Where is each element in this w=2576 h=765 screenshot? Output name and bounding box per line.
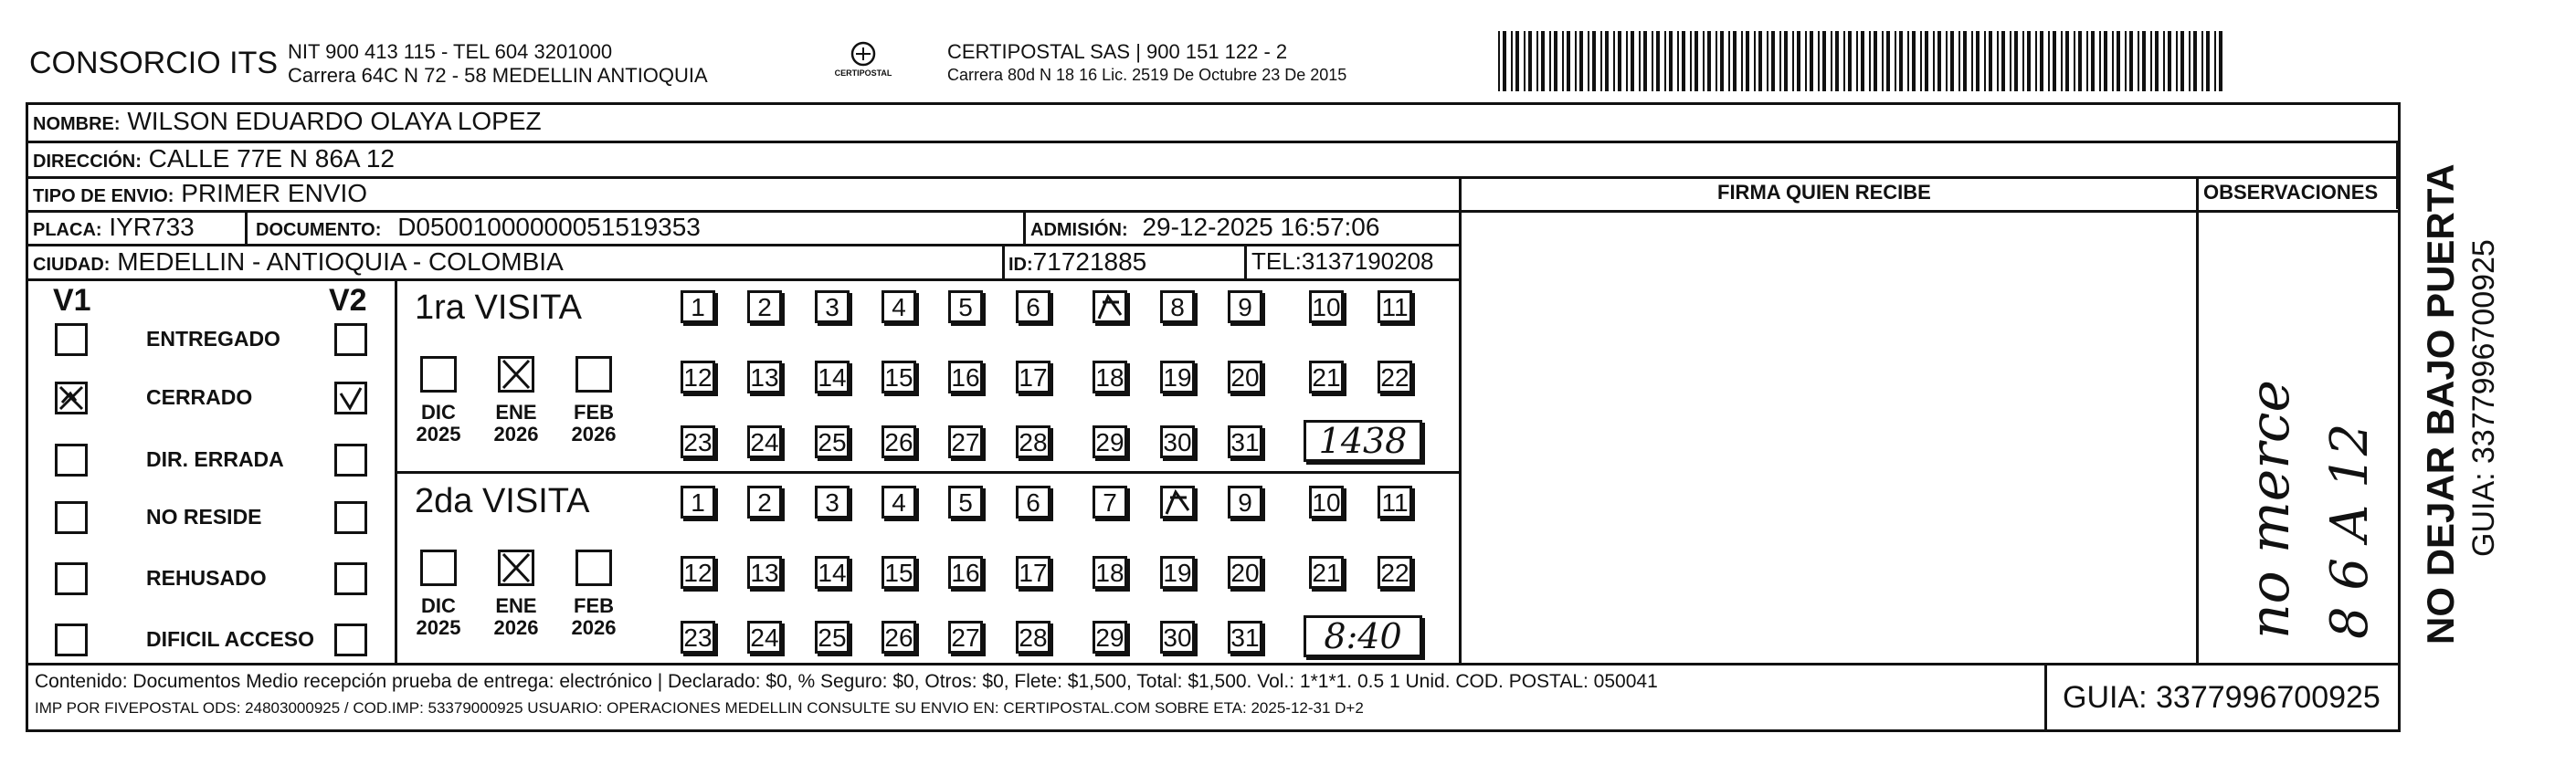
- day-box[interactable]: [1160, 486, 1195, 519]
- barcode-bar: [1822, 31, 1826, 91]
- barcode-bar: [1575, 31, 1577, 91]
- direccion-value: CALLE 77E N 86A 12: [148, 144, 395, 173]
- barcode-bar: [1810, 31, 1813, 91]
- v2-label: V2: [329, 283, 367, 318]
- day-box[interactable]: 11: [1378, 486, 1412, 519]
- barcode-bar: [2022, 31, 2024, 91]
- barcode-bar: [2061, 31, 2063, 91]
- day-box[interactable]: 30: [1160, 425, 1195, 458]
- month-name: ENE: [495, 401, 537, 424]
- barcode-bar: [1856, 31, 1858, 91]
- barcode-bar: [1528, 31, 1532, 91]
- barcode-bar: [2001, 31, 2005, 91]
- barcode-bar: [1652, 31, 1653, 91]
- barcode-bar: [1758, 31, 1762, 91]
- day-box[interactable]: 22: [1378, 556, 1412, 589]
- barcode-bar: [1626, 31, 1628, 91]
- barcode-bar: [1925, 31, 1928, 91]
- day-box[interactable]: 12: [681, 361, 715, 393]
- v1-label: V1: [53, 283, 91, 318]
- barcode-bar: [1861, 31, 1864, 91]
- documento-label: DOCUMENTO:: [256, 220, 382, 240]
- barcode-bar: [1920, 31, 1922, 91]
- month-checkbox[interactable]: [420, 550, 457, 586]
- month-year: 2026: [571, 423, 617, 445]
- barcode-bar: [2193, 31, 2197, 91]
- barcode-bar: [2112, 31, 2114, 91]
- ciudad-row: [33, 247, 564, 277]
- day-box[interactable]: 19: [1160, 361, 1195, 393]
- month-year: 2026: [493, 423, 539, 445]
- barcode-bar: [1716, 31, 1717, 91]
- barcode-bar: [2014, 31, 2018, 91]
- barcode-bar: [1843, 31, 1845, 91]
- barcode-bar: [1728, 31, 1730, 91]
- barcode-bar: [2163, 31, 2165, 91]
- barcode-bar: [1690, 31, 1692, 91]
- barcode-bar: [1669, 31, 1673, 91]
- day-box[interactable]: 2: [747, 486, 782, 519]
- barcode-bar: [2150, 31, 2152, 91]
- day-box[interactable]: 6: [1016, 290, 1050, 323]
- barcode-bar: [1639, 31, 1641, 91]
- placa-row: [33, 213, 195, 242]
- barcode-bar: [1989, 31, 1992, 91]
- barcode-bar: [1592, 31, 1596, 91]
- barcode-bar: [1784, 31, 1788, 91]
- barcode-bar: [2201, 31, 2203, 91]
- barcode-bar: [1733, 31, 1737, 91]
- check-mark-icon: [58, 384, 85, 412]
- barcode-bar: [1976, 31, 1980, 91]
- barcode-bar: [1971, 31, 1973, 91]
- month-label: [411, 595, 466, 639]
- barcode-bar: [1664, 31, 1666, 91]
- nombre-value: WILSON EDUARDO OLAYA LOPEZ: [127, 107, 542, 135]
- tipo-row: [33, 179, 367, 208]
- month-name: FEB: [574, 401, 614, 424]
- v1-checkbox[interactable]: [55, 444, 88, 477]
- month-year: 2026: [493, 616, 539, 639]
- day-box[interactable]: 14: [815, 361, 850, 393]
- courier-address: Carrera 80d N 18 16 Lic. 2519 De Octubre 23 De 2015: [947, 66, 1347, 84]
- day-box[interactable]: 21: [1309, 556, 1344, 589]
- barcode-bar: [1946, 31, 1948, 91]
- barcode-bar: [2086, 31, 2088, 91]
- barcode-bar: [2180, 31, 2184, 91]
- direccion-label: DIRECCIÓN:: [33, 152, 142, 172]
- barcode-bar: [2065, 31, 2069, 91]
- v1-checkbox[interactable]: [55, 323, 88, 356]
- id-row: [1008, 247, 1146, 277]
- day-box[interactable]: 27: [948, 425, 983, 458]
- placa-label: PLACA:: [33, 220, 102, 240]
- barcode-bar: [2035, 31, 2037, 91]
- documento-value: D05001000000051519353: [397, 213, 701, 241]
- id-label: ID:: [1008, 255, 1033, 275]
- month-checkbox[interactable]: [575, 550, 612, 586]
- ciudad-label: CIUDAD:: [33, 255, 111, 275]
- day-box[interactable]: 29: [1093, 425, 1127, 458]
- day-mark-icon: [1095, 293, 1124, 320]
- barcode-bar: [1886, 31, 1890, 91]
- tipo-label: TIPO DE ENVIO:: [33, 186, 174, 206]
- tel-label: TEL:: [1251, 247, 1302, 275]
- day-box[interactable]: 1: [681, 486, 715, 519]
- visit-title: 1ra VISITA: [415, 288, 583, 327]
- month-year: 2026: [571, 616, 617, 639]
- barcode-bar: [1656, 31, 1660, 91]
- day-box[interactable]: [1093, 290, 1127, 323]
- barcode-bar: [1567, 31, 1570, 91]
- month-checkbox[interactable]: [498, 550, 534, 586]
- barcode-bar: [1511, 31, 1513, 91]
- day-box[interactable]: 24: [747, 621, 782, 654]
- barcode-bar: [1835, 31, 1839, 91]
- day-box[interactable]: 16: [948, 361, 983, 393]
- barcode-bar: [2155, 31, 2159, 91]
- day-box[interactable]: 2: [747, 290, 782, 323]
- day-box[interactable]: 20: [1228, 361, 1262, 393]
- barcode-bar: [1694, 31, 1698, 91]
- barcode-bar: [1950, 31, 1954, 91]
- day-box[interactable]: 31: [1228, 621, 1262, 654]
- barcode-bar: [1874, 31, 1877, 91]
- day-box[interactable]: 27: [948, 621, 983, 654]
- status-label: ENTREGADO: [146, 327, 280, 351]
- month-checkbox[interactable]: [575, 356, 612, 393]
- placa-value: IYR733: [109, 213, 195, 241]
- barcode-bar: [2010, 31, 2011, 91]
- certipostal-logo: [831, 40, 895, 91]
- day-box[interactable]: 5: [948, 486, 983, 519]
- barcode: [1498, 31, 2229, 91]
- status-label: REHUSADO: [146, 566, 267, 590]
- barcode-bar: [1899, 31, 1903, 91]
- tipo-value: PRIMER ENVIO: [181, 179, 368, 207]
- day-box[interactable]: 12: [681, 556, 715, 589]
- barcode-bar: [1618, 31, 1621, 91]
- day-box[interactable]: 3: [815, 290, 850, 323]
- day-box[interactable]: 8: [1160, 290, 1195, 323]
- admision-row: [1030, 213, 1379, 242]
- barcode-bar: [1869, 31, 1871, 91]
- company-nit-tel: NIT 900 413 115 - TEL 604 3201000: [288, 40, 613, 63]
- barcode-bar: [2091, 31, 2095, 91]
- barcode-bar: [2104, 31, 2107, 91]
- barcode-bar: [2053, 31, 2056, 91]
- barcode-bar: [1503, 31, 1506, 91]
- day-box[interactable]: 13: [747, 361, 782, 393]
- day-box[interactable]: 18: [1093, 556, 1127, 589]
- admision-value: 29-12-2025 16:57:06: [1142, 213, 1380, 241]
- barcode-bar: [1746, 31, 1749, 91]
- barcode-bar: [1562, 31, 1564, 91]
- month-label: [566, 402, 621, 445]
- day-box[interactable]: 4: [882, 486, 916, 519]
- visit-title: 2da VISITA: [415, 482, 590, 520]
- day-box[interactable]: 7: [1093, 486, 1127, 519]
- side-guia: GUIA: 3377996700925: [2466, 239, 2501, 557]
- barcode-bar: [1588, 31, 1589, 91]
- logo-icon: [845, 40, 882, 68]
- status-label: NO RESIDE: [146, 505, 262, 529]
- month-name: ENE: [495, 594, 537, 617]
- observaciones-handwriting-1: no merce: [2238, 379, 2302, 639]
- day-box[interactable]: 11: [1378, 290, 1412, 323]
- barcode-bar: [1754, 31, 1756, 91]
- barcode-bar: [1912, 31, 1916, 91]
- month-year: 2025: [416, 616, 461, 639]
- v1-checkbox[interactable]: [55, 624, 88, 656]
- barcode-bar: [1703, 31, 1705, 91]
- barcode-bar: [2168, 31, 2171, 91]
- barcode-bar: [2176, 31, 2178, 91]
- barcode-bar: [2040, 31, 2043, 91]
- v1-checkbox[interactable]: [55, 562, 88, 595]
- logo-text: CERTIPOSTAL: [834, 68, 892, 78]
- v1-checkbox[interactable]: [55, 501, 88, 534]
- day-box[interactable]: 5: [948, 290, 983, 323]
- day-box[interactable]: 20: [1228, 556, 1262, 589]
- barcode-bar: [1963, 31, 1967, 91]
- barcode-bar: [1771, 31, 1775, 91]
- day-box[interactable]: 10: [1309, 290, 1344, 323]
- barcode-bar: [2214, 31, 2216, 91]
- month-label: [489, 402, 544, 445]
- day-box[interactable]: 25: [815, 621, 850, 654]
- courier-name: CERTIPOSTAL SAS | 900 151 122 - 2: [947, 40, 1288, 63]
- v1-checkbox[interactable]: [55, 382, 88, 414]
- barcode-bar: [1631, 31, 1634, 91]
- barcode-bar: [1707, 31, 1711, 91]
- barcode-bar: [2048, 31, 2050, 91]
- barcode-bar: [1643, 31, 1647, 91]
- day-box[interactable]: 22: [1378, 361, 1412, 393]
- barcode-bar: [2027, 31, 2031, 91]
- barcode-bar: [1682, 31, 1685, 91]
- barcode-bar: [2189, 31, 2191, 91]
- barcode-bar: [2219, 31, 2222, 91]
- day-box[interactable]: 17: [1016, 556, 1050, 589]
- day-box[interactable]: 9: [1228, 290, 1262, 323]
- barcode-bar: [1997, 31, 1999, 91]
- barcode-bar: [1554, 31, 1557, 91]
- day-box[interactable]: 29: [1093, 621, 1127, 654]
- v2-checkbox[interactable]: [334, 382, 367, 414]
- barcode-bar: [1677, 31, 1679, 91]
- barcode-bar: [2099, 31, 2101, 91]
- barcode-bar: [1933, 31, 1935, 91]
- v2-checkbox[interactable]: [334, 444, 367, 477]
- observaciones-handwriting-2: 8 6 A 12: [2320, 423, 2380, 639]
- tel-row: [1251, 247, 1434, 276]
- barcode-bar: [1797, 31, 1800, 91]
- month-label: [566, 595, 621, 639]
- company-name: CONSORCIO ITS: [29, 46, 279, 80]
- day-box[interactable]: 15: [882, 361, 916, 393]
- barcode-bar: [1882, 31, 1884, 91]
- day-box[interactable]: 30: [1160, 621, 1195, 654]
- month-label: [489, 595, 544, 639]
- direccion-row: [33, 144, 395, 173]
- barcode-bar: [1605, 31, 1609, 91]
- footer-contenido: Contenido: Documentos Medio recepción prueba de entrega: electrónico | Declarado: $0, % Seguro: $0, Otros: $0, Flete: $1,500, Total: $1,500. Vol.: 1*1*1. 0.5 1 Unid. COD. POSTAL: 050041: [35, 671, 1658, 692]
- id-value: 71721885: [1032, 247, 1147, 276]
- day-box[interactable]: 23: [681, 425, 715, 458]
- barcode-bar: [1848, 31, 1852, 91]
- ciudad-value: MEDELLIN - ANTIOQUIA - COLOMBIA: [117, 247, 564, 276]
- month-checkbox[interactable]: [420, 356, 457, 393]
- day-box[interactable]: 26: [882, 425, 916, 458]
- day-box[interactable]: 28: [1016, 621, 1050, 654]
- barcode-bar: [1720, 31, 1724, 91]
- v2-checkbox[interactable]: [334, 624, 367, 656]
- v2-checkbox[interactable]: [334, 323, 367, 356]
- barcode-bar: [1984, 31, 1986, 91]
- day-box[interactable]: 19: [1160, 556, 1195, 589]
- barcode-bar: [1958, 31, 1960, 91]
- barcode-bar: [2142, 31, 2146, 91]
- day-box[interactable]: 17: [1016, 361, 1050, 393]
- barcode-bar: [1741, 31, 1743, 91]
- firma-header: FIRMA QUIEN RECIBE: [1717, 181, 1931, 204]
- cross-mark-icon: [501, 552, 532, 583]
- v2-checkbox[interactable]: [334, 562, 367, 595]
- barcode-bar: [1613, 31, 1615, 91]
- nombre-label: NOMBRE:: [33, 114, 121, 134]
- day-box[interactable]: 3: [815, 486, 850, 519]
- barcode-bar: [2129, 31, 2133, 91]
- admision-label: ADMISIÓN:: [1030, 220, 1128, 240]
- barcode-bar: [2117, 31, 2120, 91]
- day-box[interactable]: 23: [681, 621, 715, 654]
- form-frame: [26, 102, 2401, 732]
- day-box[interactable]: 18: [1093, 361, 1127, 393]
- status-label: DIFICIL ACCESO: [146, 627, 315, 651]
- day-box[interactable]: 15: [882, 556, 916, 589]
- documento-row: [256, 213, 701, 242]
- barcode-bar: [1767, 31, 1768, 91]
- day-box[interactable]: 10: [1309, 486, 1344, 519]
- barcode-bar: [2138, 31, 2139, 91]
- barcode-bar: [2078, 31, 2082, 91]
- day-box[interactable]: 31: [1228, 425, 1262, 458]
- month-name: DIC: [421, 401, 456, 424]
- day-box[interactable]: 6: [1016, 486, 1050, 519]
- footer-imp: IMP POR FIVEPOSTAL ODS: 24803000925 / COD.IMP: 53379000925 USUARIO: OPERACIONES MEDELLIN CONSULTE SU ENVIO EN: CERTIPOSTAL.COM SOBRE ETA: 2025-12-31 D+2: [35, 699, 1364, 717]
- day-box[interactable]: 1: [681, 290, 715, 323]
- barcode-bar: [1937, 31, 1941, 91]
- v2-checkbox[interactable]: [334, 501, 367, 534]
- day-box[interactable]: 21: [1309, 361, 1344, 393]
- barcode-bar: [1805, 31, 1807, 91]
- check-mark-icon: [337, 384, 364, 412]
- day-box[interactable]: 16: [948, 556, 983, 589]
- day-box[interactable]: 25: [815, 425, 850, 458]
- day-box[interactable]: 24: [747, 425, 782, 458]
- cross-mark-icon: [501, 359, 532, 390]
- company-address: Carrera 64C N 72 - 58 MEDELLIN ANTIOQUIA: [288, 64, 708, 87]
- nombre-row: [33, 107, 542, 136]
- time-box[interactable]: 1438: [1304, 420, 1422, 462]
- barcode-bar: [1792, 31, 1794, 91]
- time-box[interactable]: 8:40: [1304, 615, 1422, 657]
- day-box[interactable]: 14: [815, 556, 850, 589]
- barcode-bar: [1515, 31, 1519, 91]
- barcode-bar: [1541, 31, 1545, 91]
- barcode-bar: [1549, 31, 1551, 91]
- status-label: CERRADO: [146, 385, 253, 409]
- barcode-bar: [1818, 31, 1820, 91]
- day-mark-icon: [1163, 488, 1192, 516]
- status-label: DIR. ERRADA: [146, 447, 284, 471]
- barcode-bar: [2206, 31, 2210, 91]
- month-year: 2025: [416, 423, 461, 445]
- day-box[interactable]: 28: [1016, 425, 1050, 458]
- day-box[interactable]: 26: [882, 621, 916, 654]
- observaciones-header: OBSERVACIONES: [2203, 181, 2379, 204]
- barcode-bar: [1907, 31, 1909, 91]
- barcode-bar: [1831, 31, 1832, 91]
- barcode-bar: [2074, 31, 2075, 91]
- month-name: DIC: [421, 594, 456, 617]
- month-checkbox[interactable]: [498, 356, 534, 393]
- barcode-bar: [1536, 31, 1538, 91]
- barcode-bar: [1524, 31, 1526, 91]
- tel-value: 3137190208: [1301, 247, 1434, 275]
- day-box[interactable]: 9: [1228, 486, 1262, 519]
- side-warning: NO DEJAR BAJO PUERTA: [2419, 163, 2462, 644]
- barcode-bar: [1895, 31, 1896, 91]
- barcode-bar: [1779, 31, 1781, 91]
- barcode-bar: [1498, 31, 1500, 91]
- barcode-bar: [1579, 31, 1583, 91]
- day-box[interactable]: 13: [747, 556, 782, 589]
- barcode-bar: [2125, 31, 2127, 91]
- footer-guia: GUIA: 3377996700925: [2063, 680, 2381, 715]
- day-box[interactable]: 4: [882, 290, 916, 323]
- month-label: [411, 402, 466, 445]
- month-name: FEB: [574, 594, 614, 617]
- barcode-bar: [1600, 31, 1602, 91]
